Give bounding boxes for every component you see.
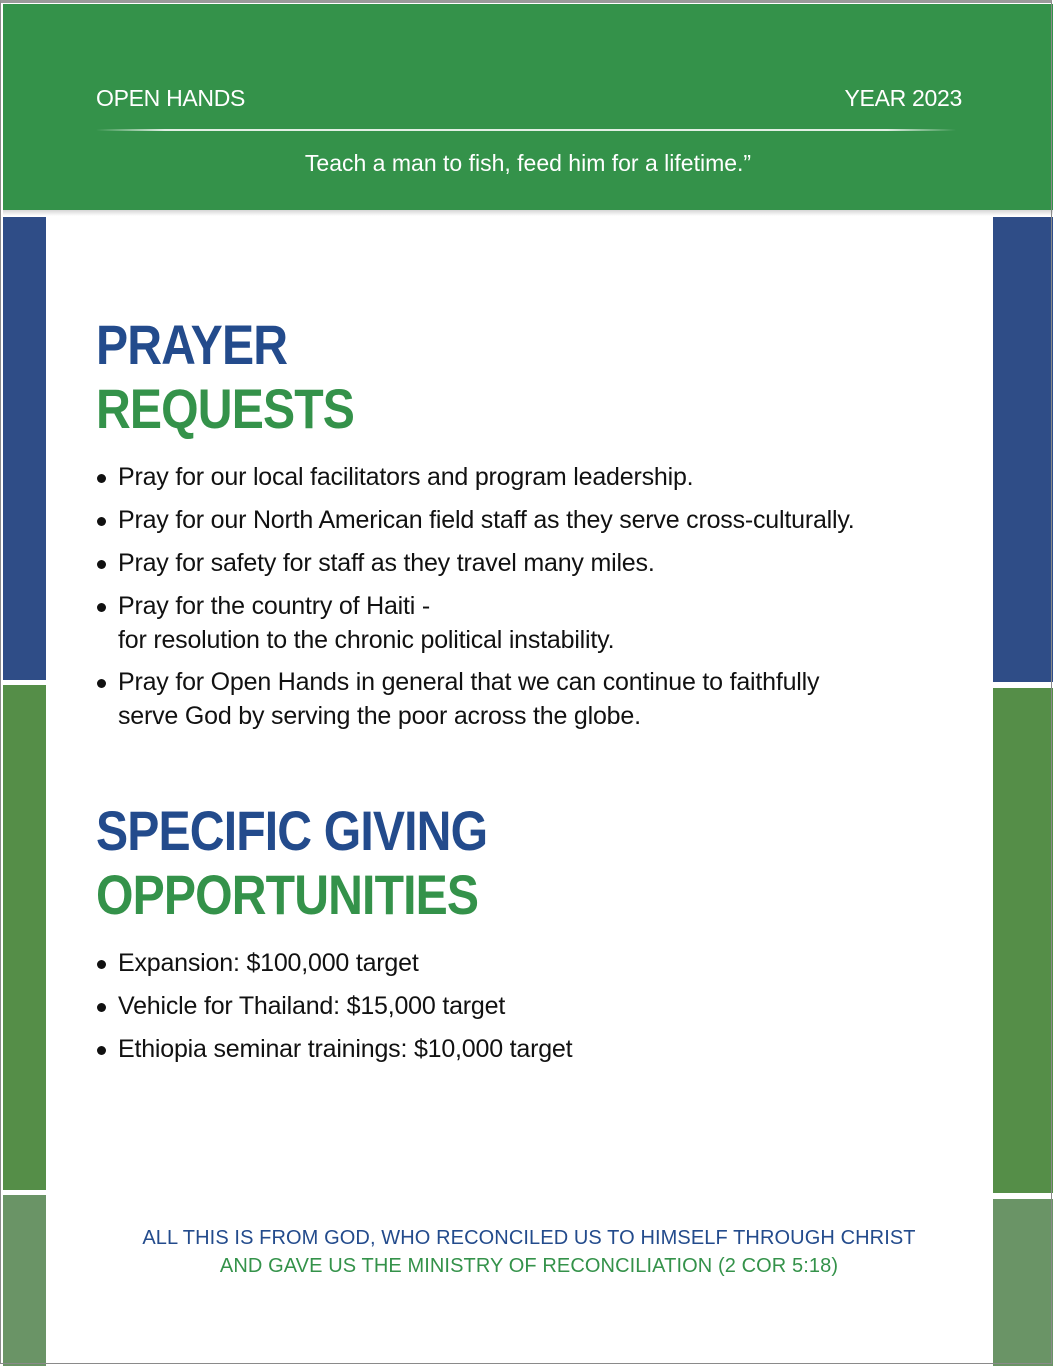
list-item [96, 1032, 572, 1067]
giving-opportunities-heading [96, 799, 487, 927]
verse-line1: ALL THIS IS FROM GOD, WHO RECONCILED US TO HIMSELF THROUGH CHRIST [142, 1227, 916, 1249]
list-item [96, 946, 572, 981]
list-item [96, 989, 572, 1024]
list-item-text: Pray for Open Hands in general that we can continue to faithfully [118, 668, 820, 696]
giving-heading-line2: OPPORTUNITIES [96, 863, 479, 926]
header-shadow [3, 210, 1053, 216]
list-item-text-continued: for resolution to the chronic political instability. [118, 626, 615, 654]
list-item [96, 460, 855, 495]
verse-line2: AND GAVE US THE MINISTRY OF RECONCILIATION (2 COR 5:18) [219, 1255, 839, 1277]
list-item-text: Vehicle for Thailand: $15,000 target [118, 992, 506, 1020]
list-item-text: Pray for our North American field staff as they serve cross-culturally. [118, 506, 855, 534]
list-item [96, 546, 855, 581]
year-label: YEAR 2023 [844, 85, 962, 111]
list-item-text: Ethiopia seminar trainings: $10,000 target [118, 1035, 573, 1063]
prayer-requests-heading [96, 313, 354, 441]
prayer-heading-line2: REQUESTS [96, 377, 355, 440]
right-bar-blue [993, 217, 1053, 682]
list-item-text: Pray for our local facilitators and program leadership. [118, 463, 694, 491]
left-bar-sage [3, 1195, 46, 1366]
giving-heading-line1: SPECIFIC GIVING [96, 799, 488, 862]
left-bar-green [3, 685, 46, 1190]
list-item-text-continued: serve God by serving the poor across the globe. [118, 702, 641, 730]
list-item [96, 503, 855, 538]
list-item [96, 665, 855, 733]
prayer-heading-line1: PRAYER [96, 313, 288, 376]
list-item-text: Expansion: $100,000 target [118, 949, 419, 977]
list-item-text: Pray for the country of Haiti - [118, 592, 430, 620]
list-item [96, 589, 855, 657]
header-banner [3, 4, 1053, 210]
giving-opportunities-list [96, 946, 572, 1075]
header-divider [96, 129, 956, 131]
right-bar-green [993, 688, 1053, 1193]
list-item-text: Pray for safety for staff as they travel many miles. [118, 549, 655, 577]
left-bar-blue [3, 217, 46, 680]
prayer-requests-list [96, 460, 855, 741]
header-quote: Teach a man to fish, feed him for a lifetime.” [304, 150, 752, 176]
footer-verse [46, 1224, 1012, 1280]
organization-name: OPEN HANDS [96, 85, 246, 111]
